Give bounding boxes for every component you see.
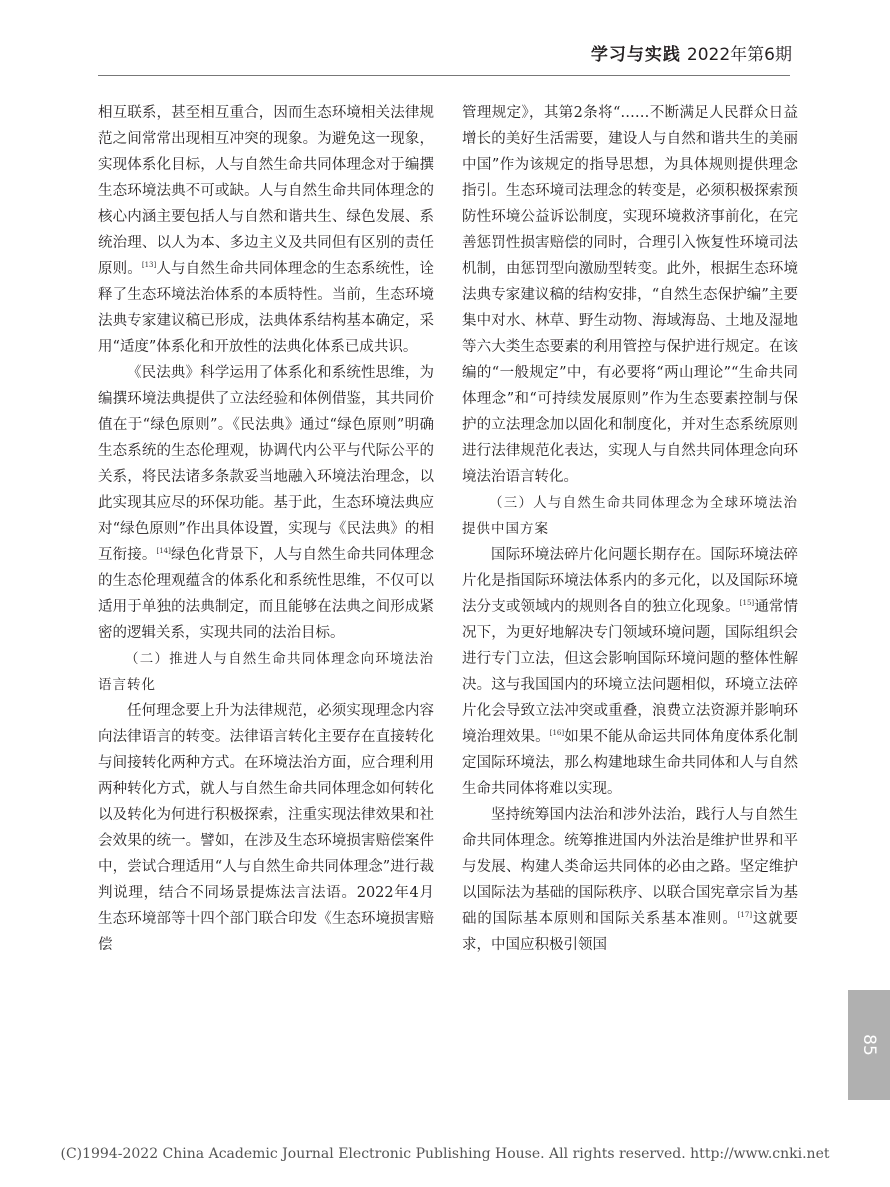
left-column <box>98 100 434 958</box>
paragraph-text: 相互联系，甚至相互重合，因而生态环境相关法律规范之间常常出现相互冲突的现象。为避免这一现象，实现体系化目标，人与自然生命共同体理念对于编撰生态环境法典不可或缺。人与自然生命共同体理念的核心内涵主要包括人与自然和谐共生、绿色发展、系统治理、以人为本、多边主义及共同但有区别的责任原则。 <box>98 105 434 277</box>
citation-ref: [16] <box>549 729 565 738</box>
citation-ref: [15] <box>739 599 755 608</box>
paragraph-text: 国际环境法碎片化问题长期存在。国际环境法碎片化是指国际环境法体系内的多元化，以及国际环境法分支或领域内的规则各自的独立化现象。 <box>462 547 798 615</box>
journal-name: 学习与实践 <box>590 45 681 65</box>
paragraph-text: 如果不能从命运共同体角度体系化制定国际环境法，那么构建地球生命共同体和人与自然生命共同体将难以实现。 <box>462 729 799 797</box>
paragraph-text: 绿色化背景下，人与自然生命共同体理念的生态伦理观蕴含的体系化和系统性思维，不仅可以适用于单独的法典制定，而且能够在法典之间形成紧密的逻辑关系，实现共同的法治目标。 <box>98 547 435 641</box>
running-header <box>591 40 792 66</box>
citation-ref: [17] <box>737 911 753 920</box>
paragraph: 任何理念要上升为法律规范，必须实现理念内容向法律语言的转变。法律语言转化主要存在直接转化与间接转化两种方式。在环境法治方面，应合理利用两种转化方式，就人与自然生命共同体理念如何转化以及转化为何进行积极探索，注重实现法律效果和社会效果的统一。譬如，在涉及生态环境损害赔偿案件中，尝试合理适用“人与自然生命共同体理念”进行裁判说理，结合不同场景提炼法言法语。2022年4月生态环境部等十四个部门联合印发《生态环境损害赔偿 <box>98 703 434 953</box>
header-rule <box>98 75 790 76</box>
paragraph: 管理规定》，其第2条将“……不断满足人民群众日益增长的美好生活需要，建设人与自然和谐共生的美丽中国”作为该规定的指导思想，为具体规则提供理念指引。生态环境司法理念的转变是，必须积极探索预防性环境公益诉讼制度，实现环境救济事前化，在完善惩罚性损害赔偿的同时，合理引入恢复性环境司法机制，由惩罚型向激励型转变。此外，根据生态环境法典专家建议稿的结构安排，“自然生态保护编”主要集中对水、林草、野生动物、海域海岛、土地及湿地等六大类生态要素的利用管控与保护进行规定。在该编的“一般规定”中，有必要将“两山理论”“生命共同体理念”和“可持续发展原则”作为生态要素控制与保护的立法理念加以固化和制度化，并对生态系统原则进行法律规范化表达，实现人与自然共同体理念向环境法治语言转化。 <box>462 105 798 485</box>
issue-label: 2022年第6期 <box>686 45 792 65</box>
paragraph-text: 人与自然生命共同体理念的生态系统性，诠释了生态环境法治体系的本质特性。当前，生态环境法典专家建议稿已形成，法典体系结构基本确定，采用“适度”体系化和开放性的法典化体系已成共识。 <box>98 261 434 355</box>
copyright-footer: (C)1994-2022 China Academic Journal Electronic Publishing House. All rights reserved. http://www.cnki.net <box>60 1146 830 1162</box>
citation-ref: [13] <box>141 261 157 270</box>
paragraph-text: 通常情况下，为更好地解决专门领域环境问题，国际组织会进行专门立法，但这会影响国际环境问题的整体性解决。这与我国国内的环境立法问题相似，环境立法碎片化会导致立法冲突或重叠，浪费立法资源并影响环境治理效果。 <box>462 599 798 745</box>
section-heading: （三）人与自然生命共同体理念为全球环境法治提供中国方案 <box>462 495 798 537</box>
paragraph-text: 坚持统筹国内法治和涉外法治，践行人与自然生命共同体理念。统筹推进国内外法治是维护世界和平与发展、构建人类命运共同体的必由之路。坚定维护以国际法为基础的国际秩序、以联合国宪章宗旨为基础的国际基本原则和国际关系基本准则。 <box>462 807 798 927</box>
citation-ref: [14] <box>156 547 171 556</box>
paragraph <box>98 100 434 360</box>
paragraph-text: 《民法典》科学运用了体系化和系统性思维，为编撰环境法典提供了立法经验和体例借鉴，其共同价值在于“绿色原则”。《民法典》通过“绿色原则”明确生态系统的生态伦理观，协调代内公平与代际公平的关系，将民法诸多条款妥当地融入环境法治理念，以此实现其应尽的环保功能。基于此，生态环境法典应对“绿色原则”作出具体设置，实现与《民法典》的相互衔接。 <box>98 365 434 563</box>
page-number-tab <box>848 990 890 1100</box>
paragraph <box>462 542 798 802</box>
section-heading: （二）推进人与自然生命共同体理念向环境法治语言转化 <box>98 651 434 693</box>
paragraph <box>462 802 798 958</box>
paragraph <box>98 360 434 646</box>
right-column <box>462 100 798 958</box>
page-number: 85 <box>859 1034 879 1056</box>
paragraph-text: 这就要求，中国应积极引领国 <box>462 911 799 953</box>
